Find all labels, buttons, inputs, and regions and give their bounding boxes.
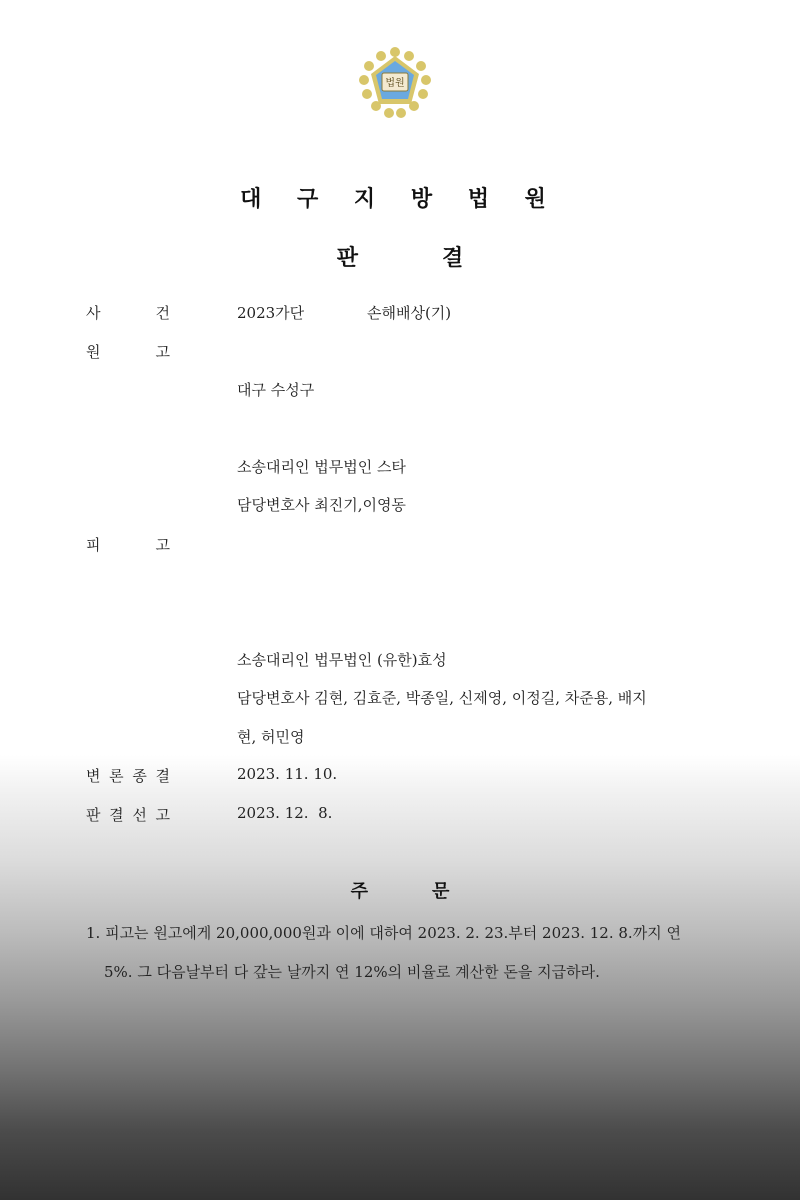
- svg-text:법원: 법원: [385, 78, 405, 89]
- sentencing-label: 판 결 선 고: [86, 806, 170, 824]
- case-label: 사 건: [86, 304, 170, 322]
- sentencing-date: 2023. 12. 8.: [237, 804, 333, 822]
- defendant-attorney: 소송대리인 법무법인 (유한)효성: [237, 651, 447, 669]
- case-number: 2023가단: [237, 304, 305, 322]
- court-emblem-icon: [357, 44, 433, 120]
- court-name: 대 구 지 방 법 원: [240, 187, 560, 212]
- plaintiff-lawyers: 담당변호사 최진기,이영동: [237, 496, 406, 514]
- defendant-lawyers-line1: 담당변호사 김현, 김효준, 박종일, 신제영, 이정길, 차준용, 배지: [237, 689, 647, 707]
- closing-label: 변 론 종 결: [86, 767, 170, 785]
- defendant-lawyers-line2: 현, 허민영: [237, 728, 305, 746]
- plaintiff-label: 원 고: [86, 343, 170, 361]
- order-item-1-line2: 5%. 그 다음날부터 다 갚는 날까지 연 12%의 비율로 계산한 돈을 지급하라.: [104, 963, 600, 981]
- case-name: 손해배상(기): [367, 304, 452, 322]
- judgment-heading: 주 문: [350, 881, 450, 902]
- defendant-label: 피 고: [86, 536, 170, 554]
- plaintiff-attorney: 소송대리인 법무법인 스타: [237, 458, 406, 476]
- document-title: 판 결: [336, 246, 464, 271]
- plaintiff-address: 대구 수성구: [237, 381, 315, 399]
- order-item-1-line1: 1. 피고는 원고에게 20,000,000원과 이에 대하여 2023. 2. 23.부터 2023. 12. 8.까지 연: [86, 924, 681, 942]
- closing-date: 2023. 11. 10.: [237, 765, 338, 783]
